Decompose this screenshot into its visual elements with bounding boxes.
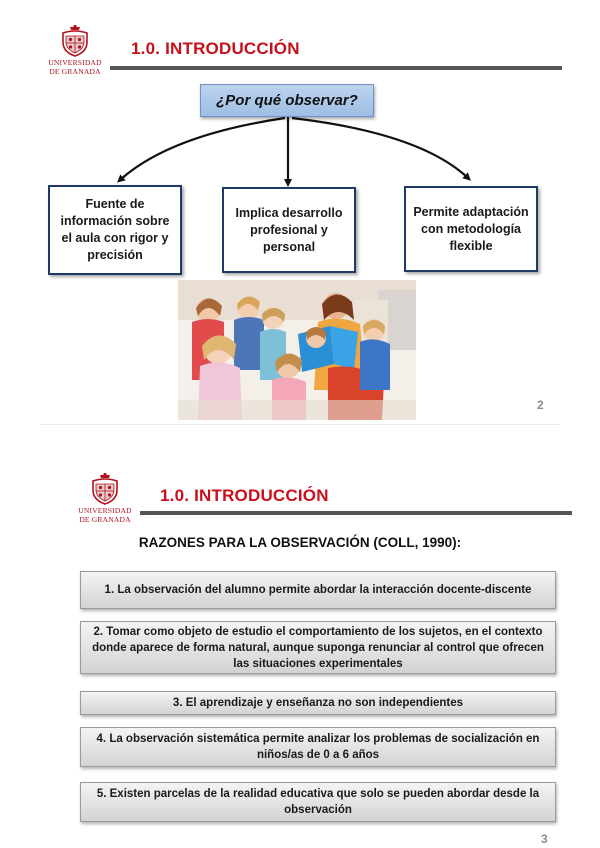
reason-item-2: 2. Tomar como objeto de estudio el comportamiento de los sujetos, en el contexto donde aparece de forma natural, aunque suponga renunciar al control que ofrecen las situaciones experimentales (80, 621, 556, 674)
reason-item-4: 4. La observación sistemática permite analizar los problemas de socialización en niños/as de 0 a 6 años (80, 727, 556, 767)
arrow-left (120, 118, 285, 180)
reason-item-5: 5. Existen parcelas de la realidad educativa que solo se pueden abordar desde la observación (80, 782, 556, 822)
slide-title: 1.0. INTRODUCCIÓN (160, 486, 329, 505)
reason-item-1: 1. La observación del alumno permite abordar la interacción docente-discente (80, 571, 556, 609)
crest-icon (87, 472, 123, 506)
reason-box-development: Implica desarrollo profesional y personal (222, 187, 356, 273)
reason-item-3: 3. El aprendizaje y enseñanza no son independientes (80, 691, 556, 715)
logo-line-1: UNIVERSIDAD (78, 506, 132, 515)
classroom-photo (178, 280, 416, 420)
slide-3 (0, 434, 600, 848)
reasons-subtitle: RAZONES PARA LA OBSERVACIÓN (COLL, 1990): (138, 535, 462, 550)
logo-line-1: UNIVERSIDAD (48, 58, 102, 67)
reason-box-source: Fuente de información sobre el aula con rigor y precisión (48, 185, 182, 275)
page-number: 3 (541, 832, 548, 846)
title-rule (140, 511, 572, 515)
slide-title: 1.0. INTRODUCCIÓN (131, 39, 300, 58)
slide-separator (40, 424, 560, 425)
logo-line-2: DE GRANADA (79, 515, 131, 524)
university-logo (74, 472, 136, 524)
reason-box-adaptation: Permite adaptación con metodología flexible (404, 186, 538, 272)
page-number: 2 (537, 398, 544, 412)
logo-line-2: DE GRANADA (49, 67, 101, 76)
arrow-right (292, 118, 468, 178)
question-box: ¿Por qué observar? (200, 84, 374, 117)
